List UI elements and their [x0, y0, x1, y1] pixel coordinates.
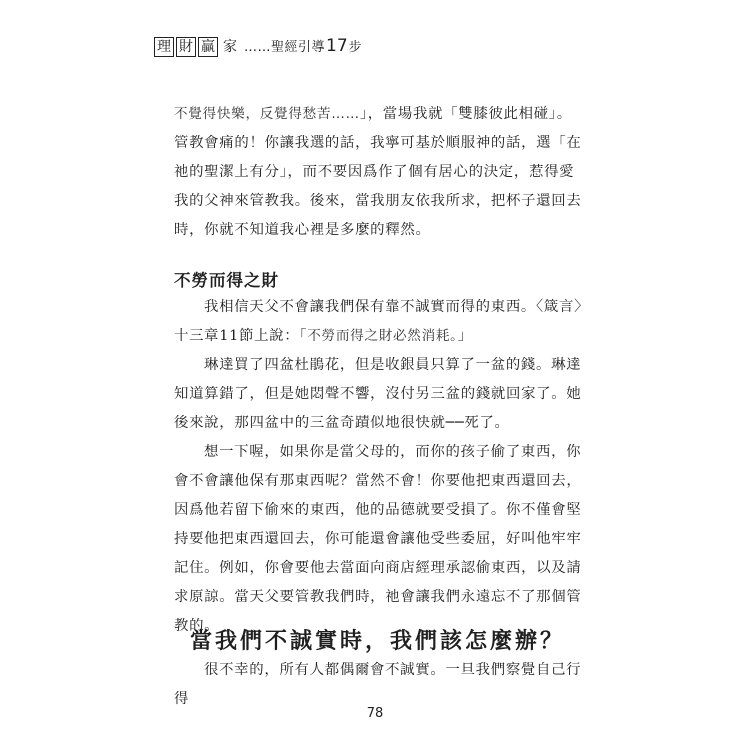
section-heading-large: 當我們不誠實時，我們該怎麼辦？	[190, 629, 566, 654]
page-number: 78	[366, 706, 384, 721]
book-title-char: 財	[176, 37, 196, 57]
header-suffix: 步	[348, 40, 363, 55]
section-heading: 不勞而得之財	[174, 271, 279, 290]
quote-close: 」	[457, 328, 473, 344]
intro-rest: 管教會痛的！你讓我選的話，我寧可基於順服神的話，選「在祂的聖潔上有分」，而不要因爲作了個有居心的決定，惹得愛我的父神來管教我。後來，當我朋友依我所求，把杯子還回去時，你就不知道我心裡是多麼的釋然。	[174, 135, 582, 238]
paragraph: 琳達買了四盆杜鵑花，但是收銀員只算了一盆的錢。琳達知道算錯了，但是她悶聲不響，沒付另三盆的錢就回家了。她後來說，那四盆中的三盆奇蹟似地很快就──死了。	[174, 357, 582, 431]
intro-paragraph-block	[174, 100, 584, 245]
header-subtitle: 聖經引導	[271, 40, 326, 55]
paragraph	[174, 293, 584, 351]
paragraph: 想一下喔，如果你是當父母的，而你的孩子偷了東西，你會不會讓他保有那東西呢？當然不會！你要他把東西還回去，因爲他若留下偷來的東西，他的品德就要受損了。你不僅會堅持要他把東西還回去，你可能還會讓他受些委屈，好叫他牢牢記住。例如，你會要他去當面向商店經理承認偷東西，以及請求原諒。當天父要管教我們時，祂會讓我們永遠忘不了那個管教的。	[174, 444, 582, 634]
book-title-char: 贏	[198, 37, 218, 57]
book-title-char: 家	[223, 39, 237, 55]
book-title-char: 理	[154, 37, 174, 57]
paragraph: 很不幸的，所有人都偶爾會不誠實。一旦我們察覺自己行得	[174, 662, 582, 707]
paragraph-text: 我相信天父不會讓我們保有靠不誠實而得的東西。〈箴言〉十三章11節上說：「	[174, 299, 582, 344]
scripture-quote: 不勞而得之財必然消耗。	[307, 328, 458, 344]
intro-paragraph	[174, 100, 584, 245]
intro-quote: 不覺得快樂，反覺得愁苦……	[174, 106, 360, 122]
book-title-boxes	[154, 37, 240, 57]
header-step-number: 17	[326, 36, 348, 56]
running-header	[154, 36, 362, 57]
header-separator: ……	[244, 40, 271, 55]
intro-line-rest: 」，當場我就「雙膝彼此相碰」。	[359, 106, 572, 122]
section-body	[174, 293, 584, 641]
